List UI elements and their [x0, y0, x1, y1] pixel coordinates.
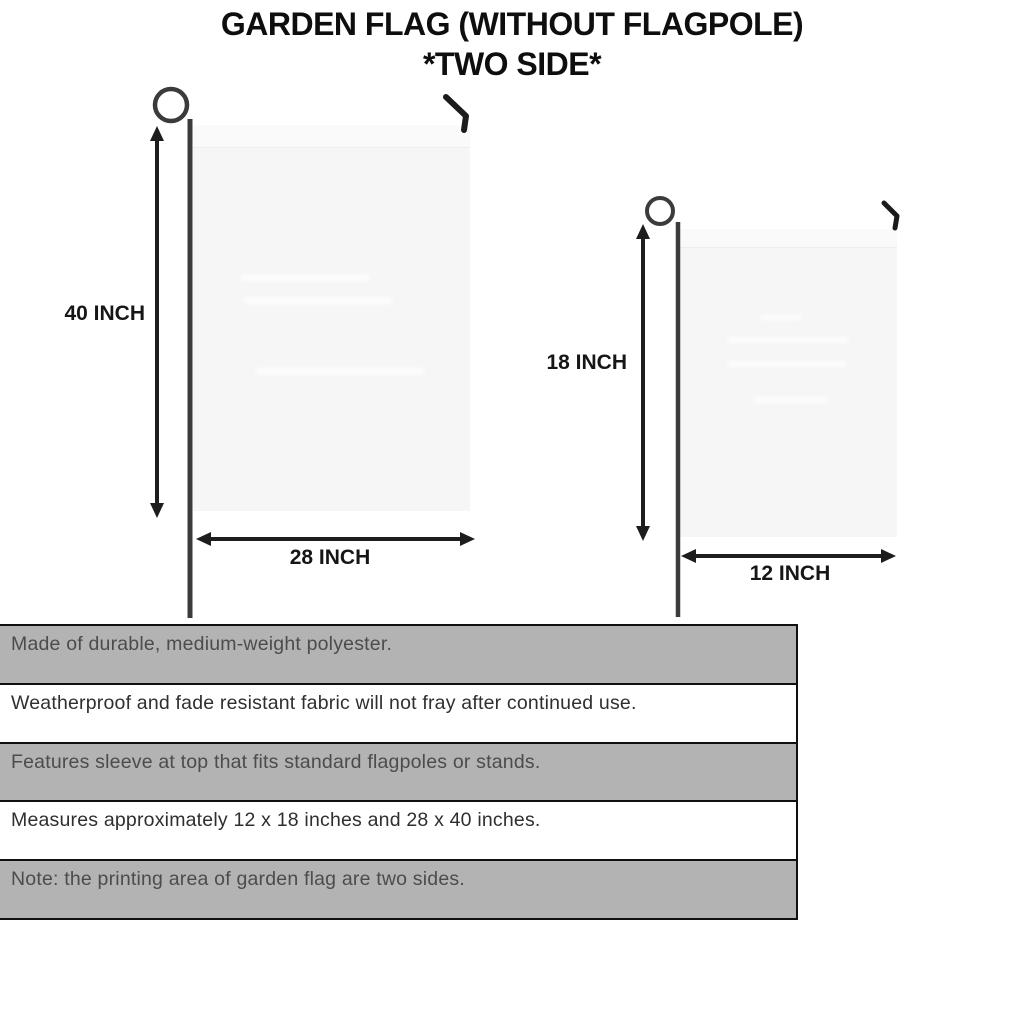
feature-text: Weatherproof and fade resistant fabric will not fray after continued use.	[11, 691, 637, 714]
large-flag-width-label: 28 INCH	[289, 546, 371, 569]
large-height-arrow	[150, 126, 164, 518]
small-flag-height-label: 18 INCH	[546, 351, 627, 374]
feature-text: Note: the printing area of garden flag are two sides.	[11, 868, 465, 891]
small-width-arrow	[681, 549, 896, 563]
title-line1: GARDEN FLAG (WITHOUT FLAGPOLE)	[220, 6, 804, 42]
large-pole-hook-icon	[446, 97, 466, 130]
feature-row-material	[0, 626, 796, 685]
title-line2: *TWO SIDE*	[422, 46, 602, 82]
feature-row-measures	[0, 802, 796, 861]
large-flag-height-label: 40 INCH	[64, 302, 145, 325]
large-width-arrow	[196, 532, 475, 546]
feature-row-note	[0, 861, 796, 918]
feature-row-weatherproof	[0, 685, 796, 744]
features-table	[0, 624, 798, 920]
large-pole-loop-icon	[155, 89, 187, 121]
small-flag-width-label: 12 INCH	[749, 562, 831, 585]
feature-text: Measures approximately 12 x 18 inches and 28 x 40 inches.	[11, 809, 541, 832]
feature-text: Features sleeve at top that fits standard flagpoles or stands.	[11, 750, 541, 773]
feature-row-sleeve	[0, 744, 796, 803]
feature-text: Made of durable, medium-weight polyester.	[11, 633, 393, 655]
small-pole-hook-icon	[884, 203, 897, 228]
small-height-arrow	[636, 224, 650, 541]
small-pole-loop-icon	[647, 198, 673, 224]
